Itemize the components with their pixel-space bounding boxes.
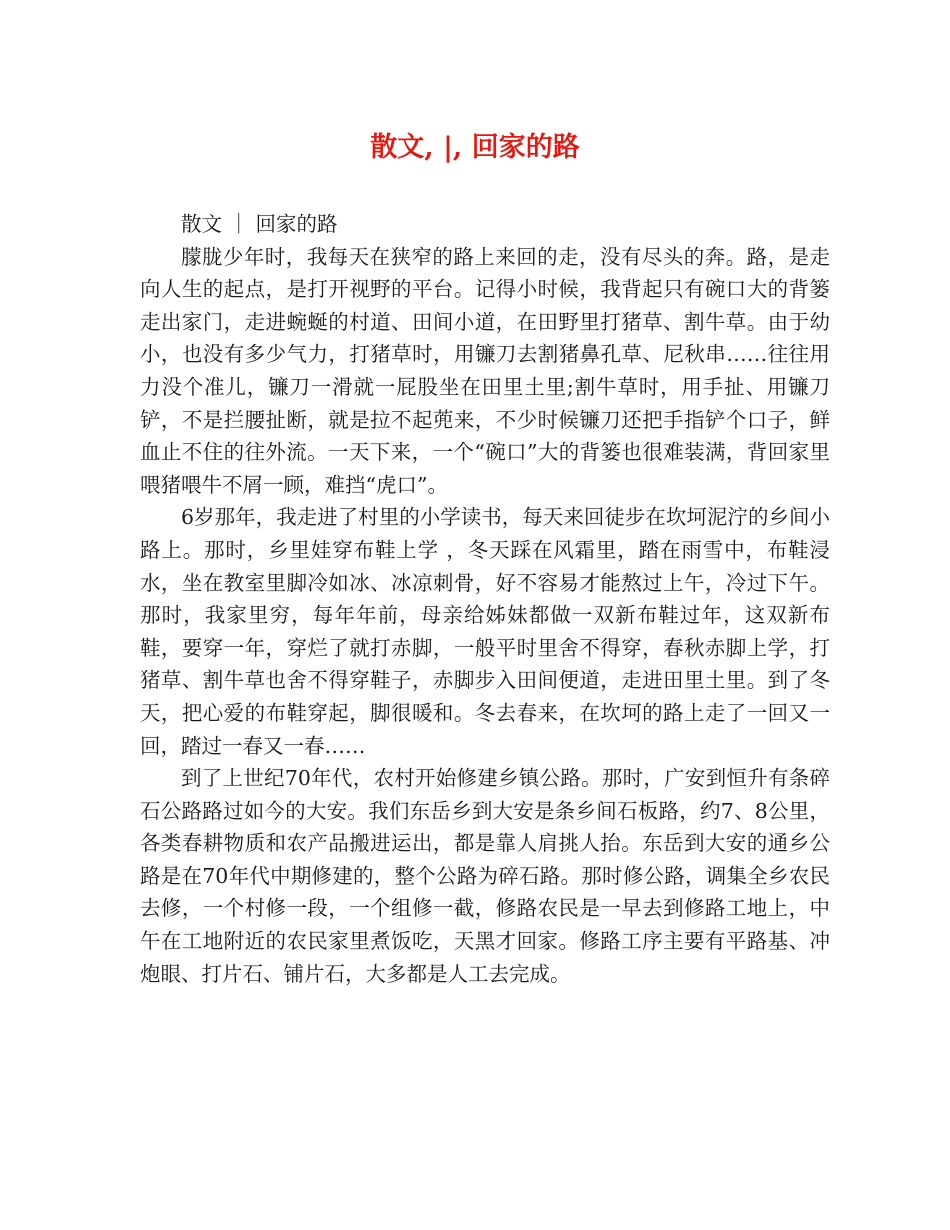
- paragraph: 朦胧少年时，我每天在狭窄的路上来回的走，没有尽头的奔。路，是走向人生的起点，是打开视野的平台。记得小时候，我背起只有碗口大的背篓走出家门，走进蜿蜒的村道、田间小道，在田野里打猪草、割牛草。由于幼小，也没有多少气力，打猪草时，用镰刀去割猪鼻孔草、尼秋串……往往用力没个准儿，镰刀一滑就一屁股坐在田里土里;割牛草时，用手扯、用镰刀铲，不是拦腰扯断，就是拉不起蔸来，不少时候镰刀还把手指铲个口子，鲜血止不住的往外流。一天下来，一个“碗口”大的背篓也很难装满，背回家里喂猪喂牛不屑一顾，难挡“虎口”。: [140, 244, 830, 497]
- document-body: [140, 208, 830, 990]
- paragraph: 6岁那年，我走进了村里的小学读书，每天来回徒步在坎坷泥泞的乡间小路上。那时，乡里娃穿布鞋上学 ，冬天踩在风霜里，踏在雨雪中，布鞋浸水，坐在教室里脚冷如冰、冰凉刺骨，好不容易才能熬过上午，冷过下午。那时，我家里穷，每年年前，母亲给姊妹都做一双新布鞋过年，这双新布鞋，要穿一年，穿烂了就打赤脚，一般平时里舍不得穿，春秋赤脚上学，打猪草、割牛草也舍不得穿鞋子，赤脚步入田间便道，走进田里土里。到了冬天，把心爱的布鞋穿起，脚很暖和。冬去春来，在坎坷的路上走了一回又一回，踏过一春又一春……: [140, 505, 830, 758]
- document-title: 散文, |, 回家的路: [370, 132, 580, 163]
- subtitle-line: 散文 ｜ 回家的路: [181, 212, 338, 236]
- paragraph: 到了上世纪70年代，农村开始修建乡镇公路。那时，广安到恒升有条碎石公路路过如今的大安。我们东岳乡到大安是条乡间石板路，约7、8公里，各类春耕物质和农产品搬进运出，都是靠人肩挑人抬。东岳到大安的通乡公路是在70年代中期修建的，整个公路为碎石路。那时修公路，调集全乡农民去修，一个村修一段，一个组修一截，修路农民是一早去到修路工地上，中午在工地附近的农民家里煮饭吃，天黑才回家。修路工序主要有平路基、冲炮眼、打片石、铺片石，大多都是人工去完成。: [140, 766, 830, 986]
